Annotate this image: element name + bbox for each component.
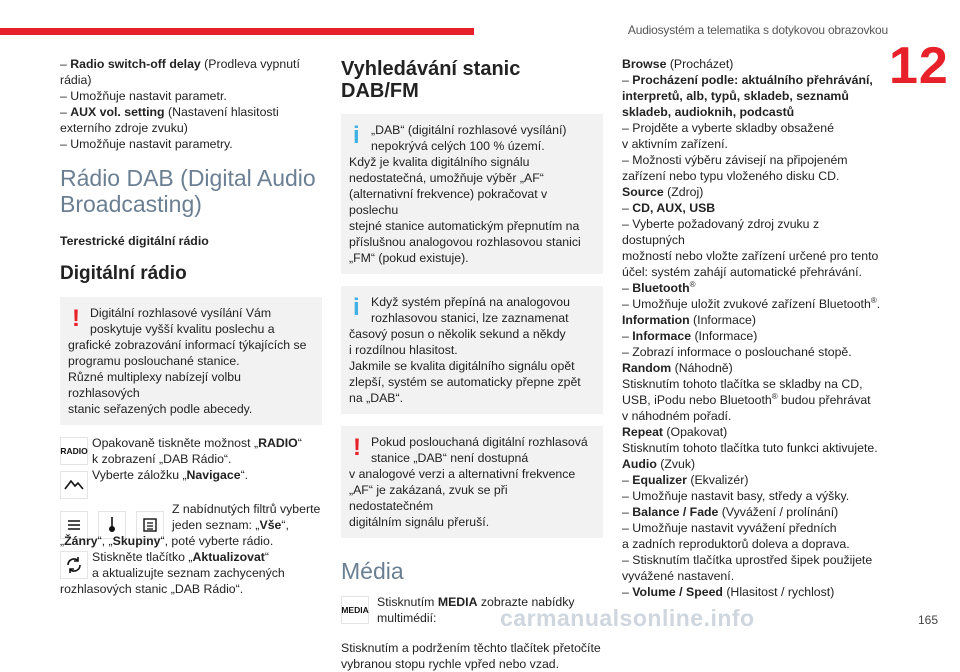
text-line: Stisknutím tohoto tlačítka se skladby na CD, <box>622 377 863 391</box>
warning-line: Různé multiplexy nabízejí volbu rozhlasových <box>68 370 241 400</box>
text-line: Source (Zdroj) <box>622 185 704 199</box>
radio-step-line2: k zobrazení „DAB Rádio“. <box>92 452 232 466</box>
info-line: Když systém přepíná na analogovou <box>371 295 570 309</box>
info-box-dab-coverage <box>341 114 603 274</box>
text-line: – Umožňuje nastavit parametr. <box>60 89 227 103</box>
warning-line: v analogové verzi a alternativní frekvence <box>349 467 576 481</box>
text-line: – Informace (Informace) <box>622 329 758 343</box>
warning-line: Pokud poslouchaná digitální rozhlasová <box>371 435 588 449</box>
radio-instruction <box>60 435 322 467</box>
radio-step-line1: Opakovaně tiskněte možnost „RADIO“ <box>92 436 302 450</box>
chapter-number: 12 <box>889 37 949 95</box>
text-line: – Radio switch-off delay (Prodleva vypnutí <box>60 57 300 71</box>
text-line: USB, iPodu nebo Bluetooth® budou přehrávat <box>622 391 871 407</box>
text-line: Browse (Procházet) <box>622 57 734 71</box>
media-step-line2: multimédií: <box>377 611 437 625</box>
update-step-line2: a aktualizujte seznam zachycených <box>92 566 285 580</box>
warning-line: grafické zobrazování informací týkajících se <box>68 338 307 352</box>
text-line: – AUX vol. setting (Nastavení hlasitosti <box>60 105 279 119</box>
info-line: nedostatečná, umožňuje výběr „AF“ <box>349 171 544 185</box>
info-line: (alternativní frekvence) pokračovat v poslechu <box>349 187 548 217</box>
info-line: i rozdílnou hlasitost. <box>349 343 458 357</box>
info-line: zlepší, systém se automaticky přepne zpět <box>349 375 581 389</box>
warning-box-digital-radio <box>60 297 322 425</box>
warning-icon: ! <box>72 305 80 332</box>
text-line: vyvážené nastavení. <box>622 569 735 583</box>
column-left <box>60 56 322 597</box>
subheading-terrestrial: Terestrické digitální rádio <box>60 234 209 248</box>
text-line: – Umožňuje uložit zvukové zařízení Bluetooth®. <box>622 295 881 311</box>
warning-line: Digitální rozhlasové vysílání Vám <box>90 306 272 320</box>
text-line: – Možnosti výběru závisejí na připojeném <box>622 153 848 167</box>
text-line: – Procházení podle: aktuálního přehrávání, <box>622 73 873 87</box>
filter-step-line2: jeden seznam: „Vše“, <box>172 518 289 532</box>
info-icon: i <box>353 122 360 149</box>
text-line: – Umožňuje nastavit basy, středy a výšky. <box>622 489 850 503</box>
info-line: na „DAB“. <box>349 391 403 405</box>
text-line: – Umožňuje nastavit vyvážení předních <box>622 521 837 535</box>
page-number: 165 <box>917 613 938 627</box>
info-line: rozhlasovou stanici, lze zaznamenat <box>371 311 569 325</box>
media-text-line: vybranou stopu rychle vpřed nebo vzad. <box>341 657 560 671</box>
text-line: skladeb, audioknih, podcastů <box>622 105 795 119</box>
column-middle <box>341 56 603 672</box>
text-line: – Umožňuje nastavit parametry. <box>60 137 233 151</box>
text-line: – Bluetooth® <box>622 279 696 295</box>
info-line: stejné stanice automatickým přepnutím na <box>349 219 580 233</box>
section-heading-dab: Rádio DAB (Digital Audio Broadcasting) <box>60 165 316 217</box>
radio-button-icon: RADIO <box>60 437 88 465</box>
warning-line: poskytuje vyšší kvalitu poslechu a <box>90 322 275 336</box>
media-step-line1: Stisknutím MEDIA zobrazte nabídky <box>377 595 575 609</box>
media-button-icon: MEDIA <box>341 596 369 624</box>
page-header-title: Audiosystém a telematika s dotykovou obrazovkou <box>627 23 888 37</box>
filter-step-line1: Z nabídnutých filtrů vyberte <box>172 502 321 516</box>
info-line: příslušnou analogovou rozhlasovou stanici <box>349 235 581 249</box>
warning-line: „AF“ je zakázaná, zvuk se při nedostatečném <box>349 483 508 513</box>
text-line: – Projděte a vyberte skladby obsažené <box>622 121 834 135</box>
media-text-line: Stisknutím a podržením těchto tlačítek přetočíte <box>341 641 601 655</box>
filter-instruction <box>60 501 322 549</box>
warning-line: stanic seřazených podle abecedy. <box>68 402 253 416</box>
text-line: rádia) <box>60 73 92 87</box>
text-line: – Equalizer (Ekvalizér) <box>622 473 749 487</box>
section-heading-digital-radio: Digitální rádio <box>60 263 187 284</box>
section-heading-search-dab-fm: Vyhledávání stanic DAB/FM <box>341 58 521 102</box>
info-line: nepokrývá celých 100 % území. <box>371 139 545 153</box>
text-line: Random (Náhodně) <box>622 361 733 375</box>
text-line: v náhodném pořadí. <box>622 409 732 423</box>
info-line: „DAB“ (digitální rozhlasové vysílání) <box>371 123 567 137</box>
info-line: „FM“ (pokud existuje). <box>349 251 469 265</box>
warning-line: stanice „DAB“ není dostupná <box>371 451 529 465</box>
watermark: carmanualsonline.info <box>500 605 755 631</box>
text-line: – Zobrazí informace o poslouchané stopě. <box>622 345 852 359</box>
text-line: Repeat (Opakovat) <box>622 425 728 439</box>
text-line: Stisknutím tohoto tlačítka tuto funkci aktivujete. <box>622 441 878 455</box>
warning-icon: ! <box>353 434 361 461</box>
text-line: externího zdroje zvuku) <box>60 121 188 135</box>
header-accent-bar <box>0 28 474 35</box>
warning-box-af-disabled <box>341 426 603 538</box>
info-box-analog-switch <box>341 286 603 414</box>
refresh-icon <box>60 551 88 579</box>
text-line: a zadních reproduktorů doleva a doprava. <box>622 537 850 551</box>
navigation-tab-icon <box>60 471 88 499</box>
text-line: účel: systém zahájí automatické přehrávání. <box>622 265 862 279</box>
warning-line: digitálním signálu přeruší. <box>349 515 490 529</box>
text-line: – CD, AUX, USB <box>622 201 716 215</box>
navigation-step-line: Vyberte záložku „Navigace“. <box>92 468 249 482</box>
filter-step-line3: „Žánry“, „Skupiny“, poté vyberte rádio. <box>60 534 274 548</box>
text-line: možností nebo vložte zařízení určené pro tento <box>622 249 879 263</box>
text-line: – Volume / Speed (Hlasitost / rychlost) <box>622 585 835 599</box>
update-instruction <box>60 549 322 597</box>
text-line: Audio (Zvuk) <box>622 457 696 471</box>
text-line: – Stisknutím tlačítka uprostřed šipek použijete <box>622 553 873 567</box>
text-line: zařízení nebo typu vloženého disku CD. <box>622 169 840 183</box>
text-line: Information (Informace) <box>622 313 756 327</box>
info-line: Když je kvalita digitálního signálu <box>349 155 530 169</box>
section-heading-media: Média <box>341 558 404 584</box>
text-line: interpretů, alb, typů, skladeb, seznamů <box>622 89 849 103</box>
text-line: v aktivním zařízení. <box>622 137 728 151</box>
warning-line: programu poslouchané stanice. <box>68 354 240 368</box>
info-line: Jakmile se kvalita digitálního signálu opět <box>349 359 575 373</box>
info-line: časový posun o několik sekund a někdy <box>349 327 566 341</box>
info-icon: i <box>353 294 360 321</box>
text-line: – Vyberte požadovaný zdroj zvuku z dostupných <box>622 217 820 247</box>
navigation-instruction <box>60 467 322 501</box>
column-right <box>622 56 884 600</box>
text-line: – Balance / Fade (Vyvážení / prolínání) <box>622 505 839 519</box>
update-step-line1: Stiskněte tlačítko „Aktualizovat“ <box>92 550 270 564</box>
update-step-line3: rozhlasových stanic „DAB Rádio“. <box>60 582 244 596</box>
